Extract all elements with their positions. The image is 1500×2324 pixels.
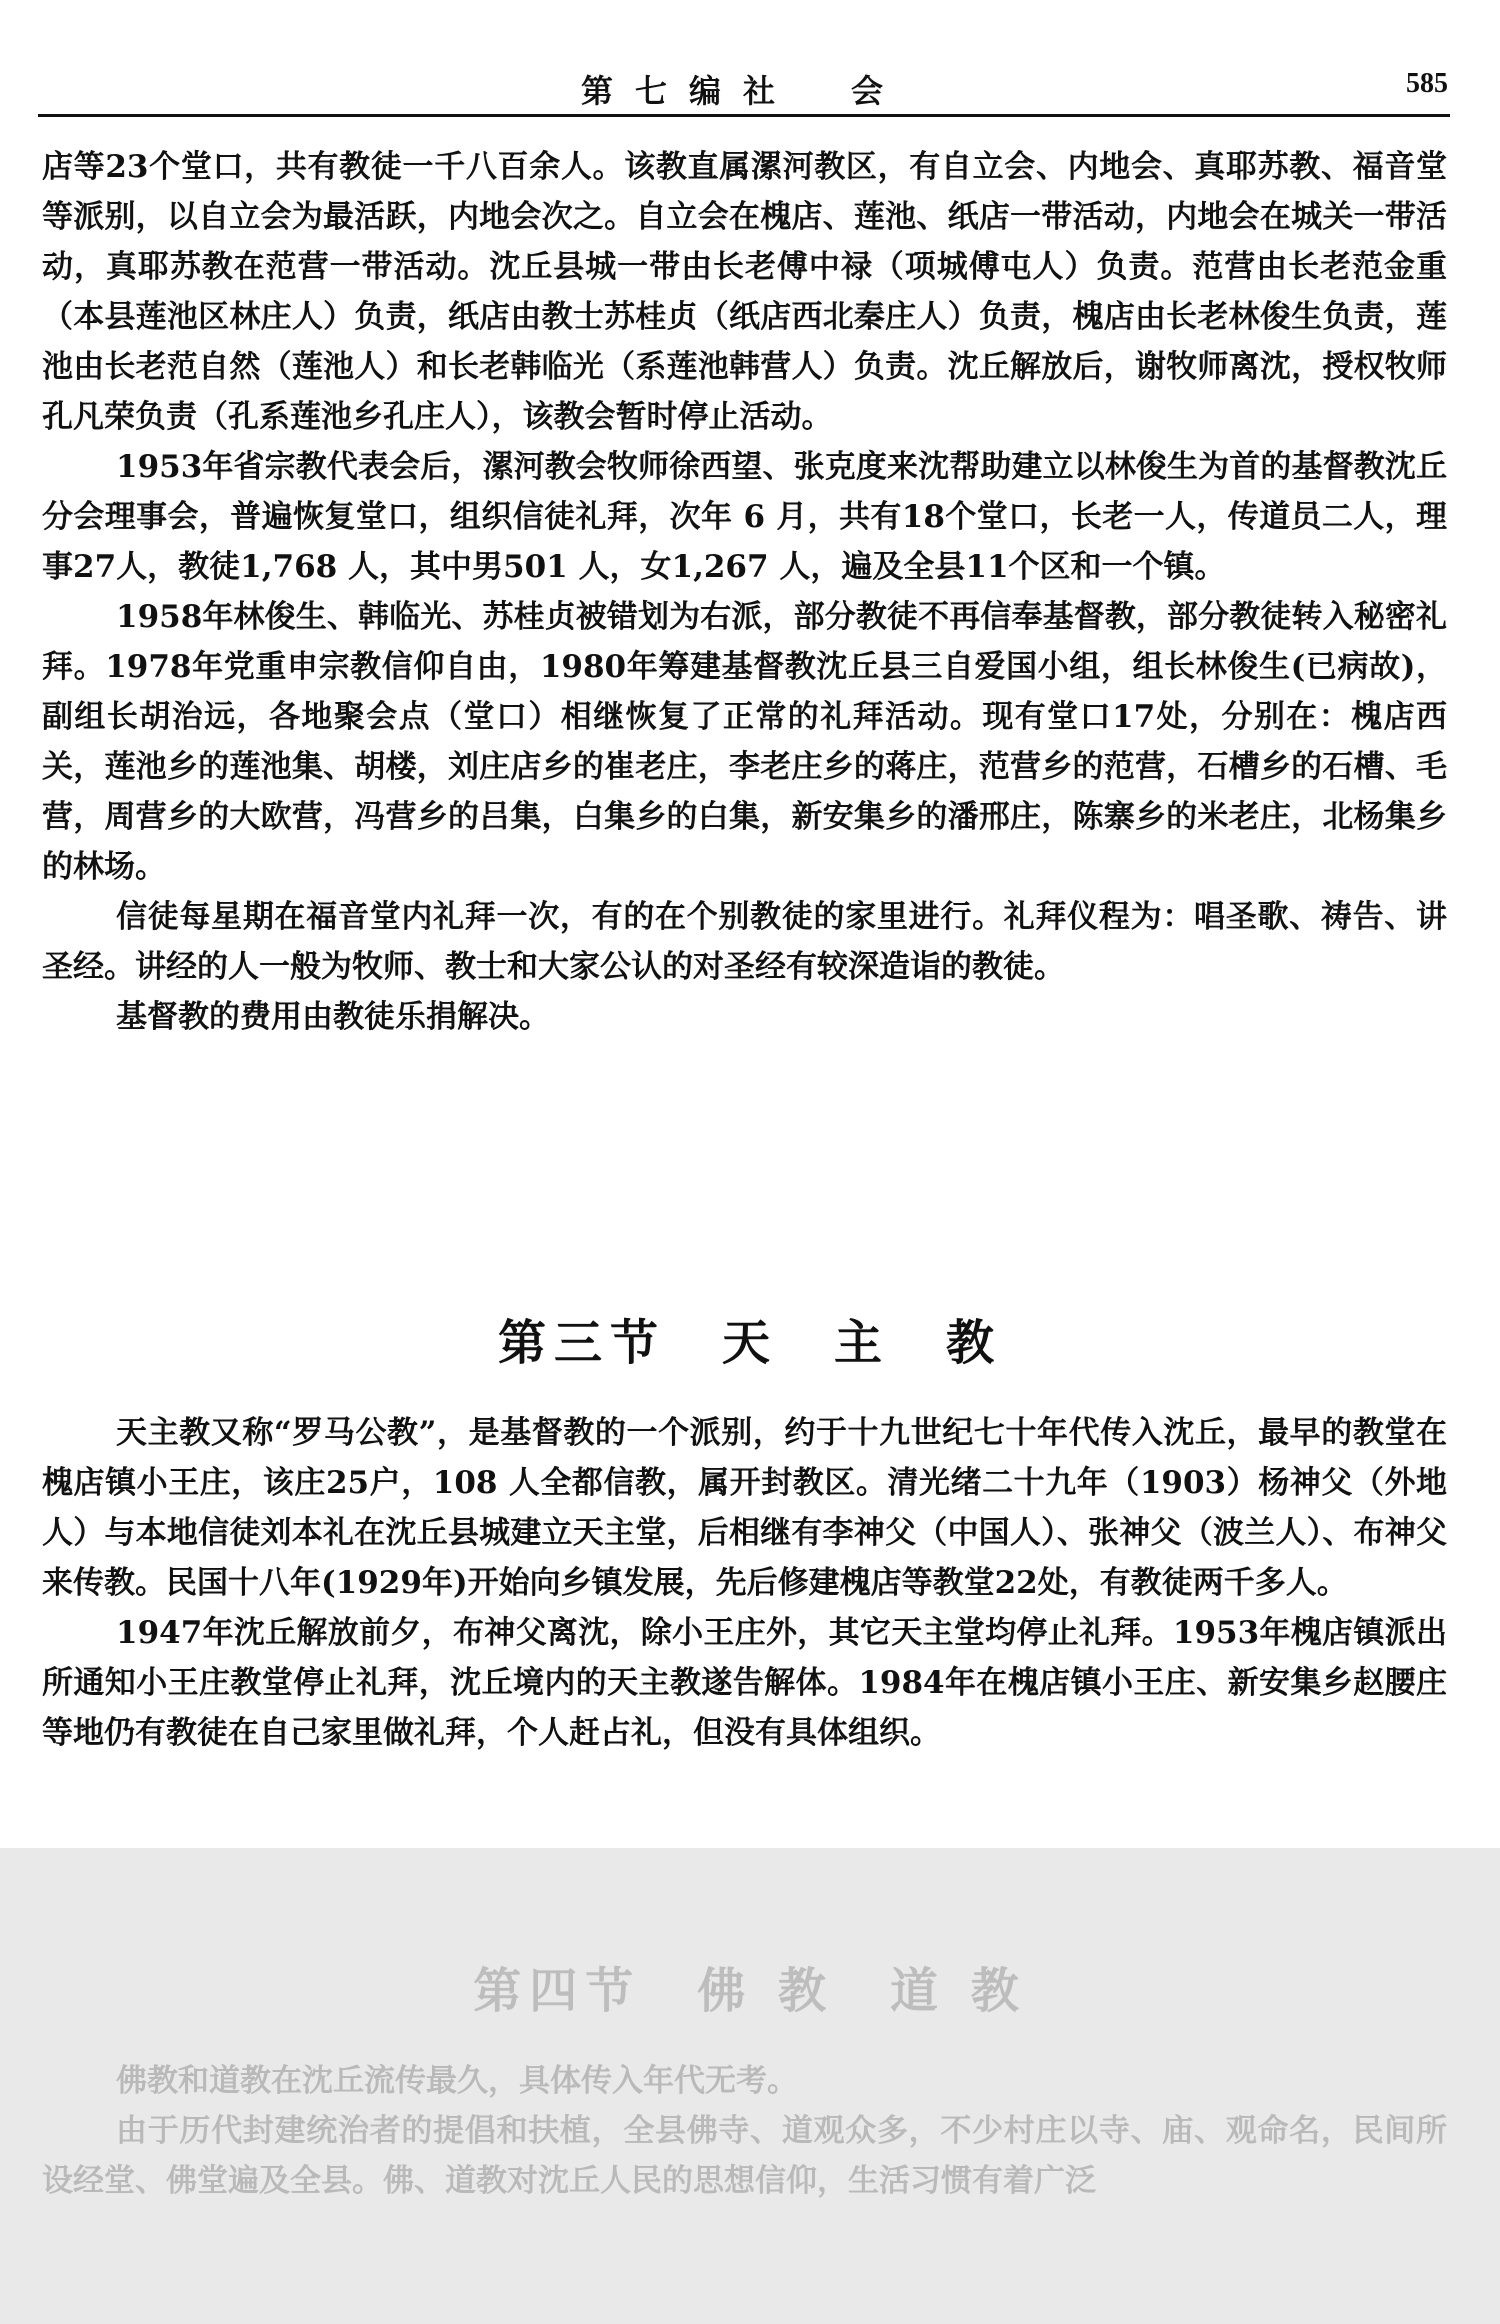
paragraph: 天主教又称“罗马公教”，是基督教的一个派别，约于十九世纪七十年代传入沈丘，最早的教堂在槐店镇小王庄，该庄25户，108 人全都信教，属开封教区。清光绪二十九年（1903）杨神父（外地人）与本地信徒刘本礼在沈丘县城建立天主堂，后相继有李神父（中国人）、张神父（波兰人）、布神父来传教。民国十八年(1929年)开始向乡镇发展，先后修建槐店等教堂22处，有教徒两千多人。: [42, 1415, 1447, 1601]
page-number: 585: [1406, 68, 1448, 99]
paragraph: 1958年林俊生、韩临光、苏桂贞被错划为右派，部分教徒不再信奉基督教，部分教徒转入秘密礼拜。1978年党重申宗教信仰自由，1980年筹建基督教沈丘县三自爱国小组，组长林俊生(已病故)，副组长胡治远，各地聚会点（堂口）相继恢复了正常的礼拜活动。现有堂口17处，分别在：槐店西关，莲池乡的莲池集、胡楼，刘庄店乡的崔老庄，李老庄乡的蒋庄，范营乡的范营，石槽乡的石槽、毛营，周营乡的大欧营，冯营乡的吕集，白集乡的白集，新安集乡的潘邢庄，陈寨乡的米老庄，北杨集乡的林场。: [42, 599, 1447, 885]
paragraph: 1947年沈丘解放前夕，布神父离沈，除小王庄外，其它天主堂均停止礼拜。1953年槐店镇派出所通知小王庄教堂停止礼拜，沈丘境内的天主教遂告解体。1984年在槐店镇小王庄、新安集乡赵腰庄等地仍有教徒在自己家里做礼拜，个人赶占礼，但没有具体组织。: [42, 1615, 1447, 1751]
header-rule: [38, 114, 1450, 117]
paragraph: 佛教和道教在沈丘流传最久，具体传入年代无考。: [116, 2063, 798, 2099]
paragraph: 信徒每星期在福音堂内礼拜一次，有的在个别教徒的家里进行。礼拜仪程为：唱圣歌、祷告、讲圣经。讲经的人一般为牧师、教士和大家公认的对圣经有较深造诣的教徒。: [42, 899, 1447, 985]
section-title-catholicism: 第三节 天 主 教: [497, 1315, 1002, 1371]
christianity-continuation: [42, 142, 1447, 1042]
catholicism-section-body: [42, 1408, 1447, 1758]
running-header: [38, 62, 1448, 112]
section-title-buddhism-taoism: 第四节 佛 教 道 教: [473, 1963, 1027, 2019]
paragraph: 店等23个堂口，共有教徒一千八百余人。该教直属漯河教区，有自立会、内地会、真耶苏教、福音堂等派别，以自立会为最活跃，内地会次之。自立会在槐店、莲池、纸店一带活动，内地会在城关一带活动，真耶苏教在范营一带活动。沈丘县城一带由长老傅中禄（项城傅屯人）负责。范营由长老范金重（本县莲池区林庄人）负责，纸店由教士苏桂贞（纸店西北秦庄人）负责，槐店由长老林俊生负责，莲池由长老范自然（莲池人）和长老韩临光（系莲池韩营人）负责。沈丘解放后，谢牧师离沈，授权牧师孔凡荣负责（孔系莲池乡孔庄人），该教会暂时停止活动。: [42, 149, 1447, 435]
paragraph: 由于历代封建统治者的提倡和扶植，全县佛寺、道观众多，不少村庄以寺、庙、观命名，民间所设经堂、佛堂遍及全县。佛、道教对沈丘人民的思想信仰，生活习惯有着广泛: [42, 2113, 1447, 2199]
buddhism-taoism-section-body: [42, 2056, 1447, 2206]
paragraph: 基督教的费用由教徒乐捐解决。: [116, 999, 550, 1035]
running-title: 第七编社 会: [580, 72, 905, 110]
paragraph: 1953年省宗教代表会后，漯河教会牧师徐西望、张克度来沈帮助建立以林俊生为首的基督教沈丘分会理事会，普遍恢复堂口，组织信徒礼拜，次年 6 月，共有18个堂口，长老一人，传道员二人，理事27人，教徒1,768 人，其中男501 人，女1,267 人，遍及全县11个区和一个镇。: [42, 449, 1447, 585]
